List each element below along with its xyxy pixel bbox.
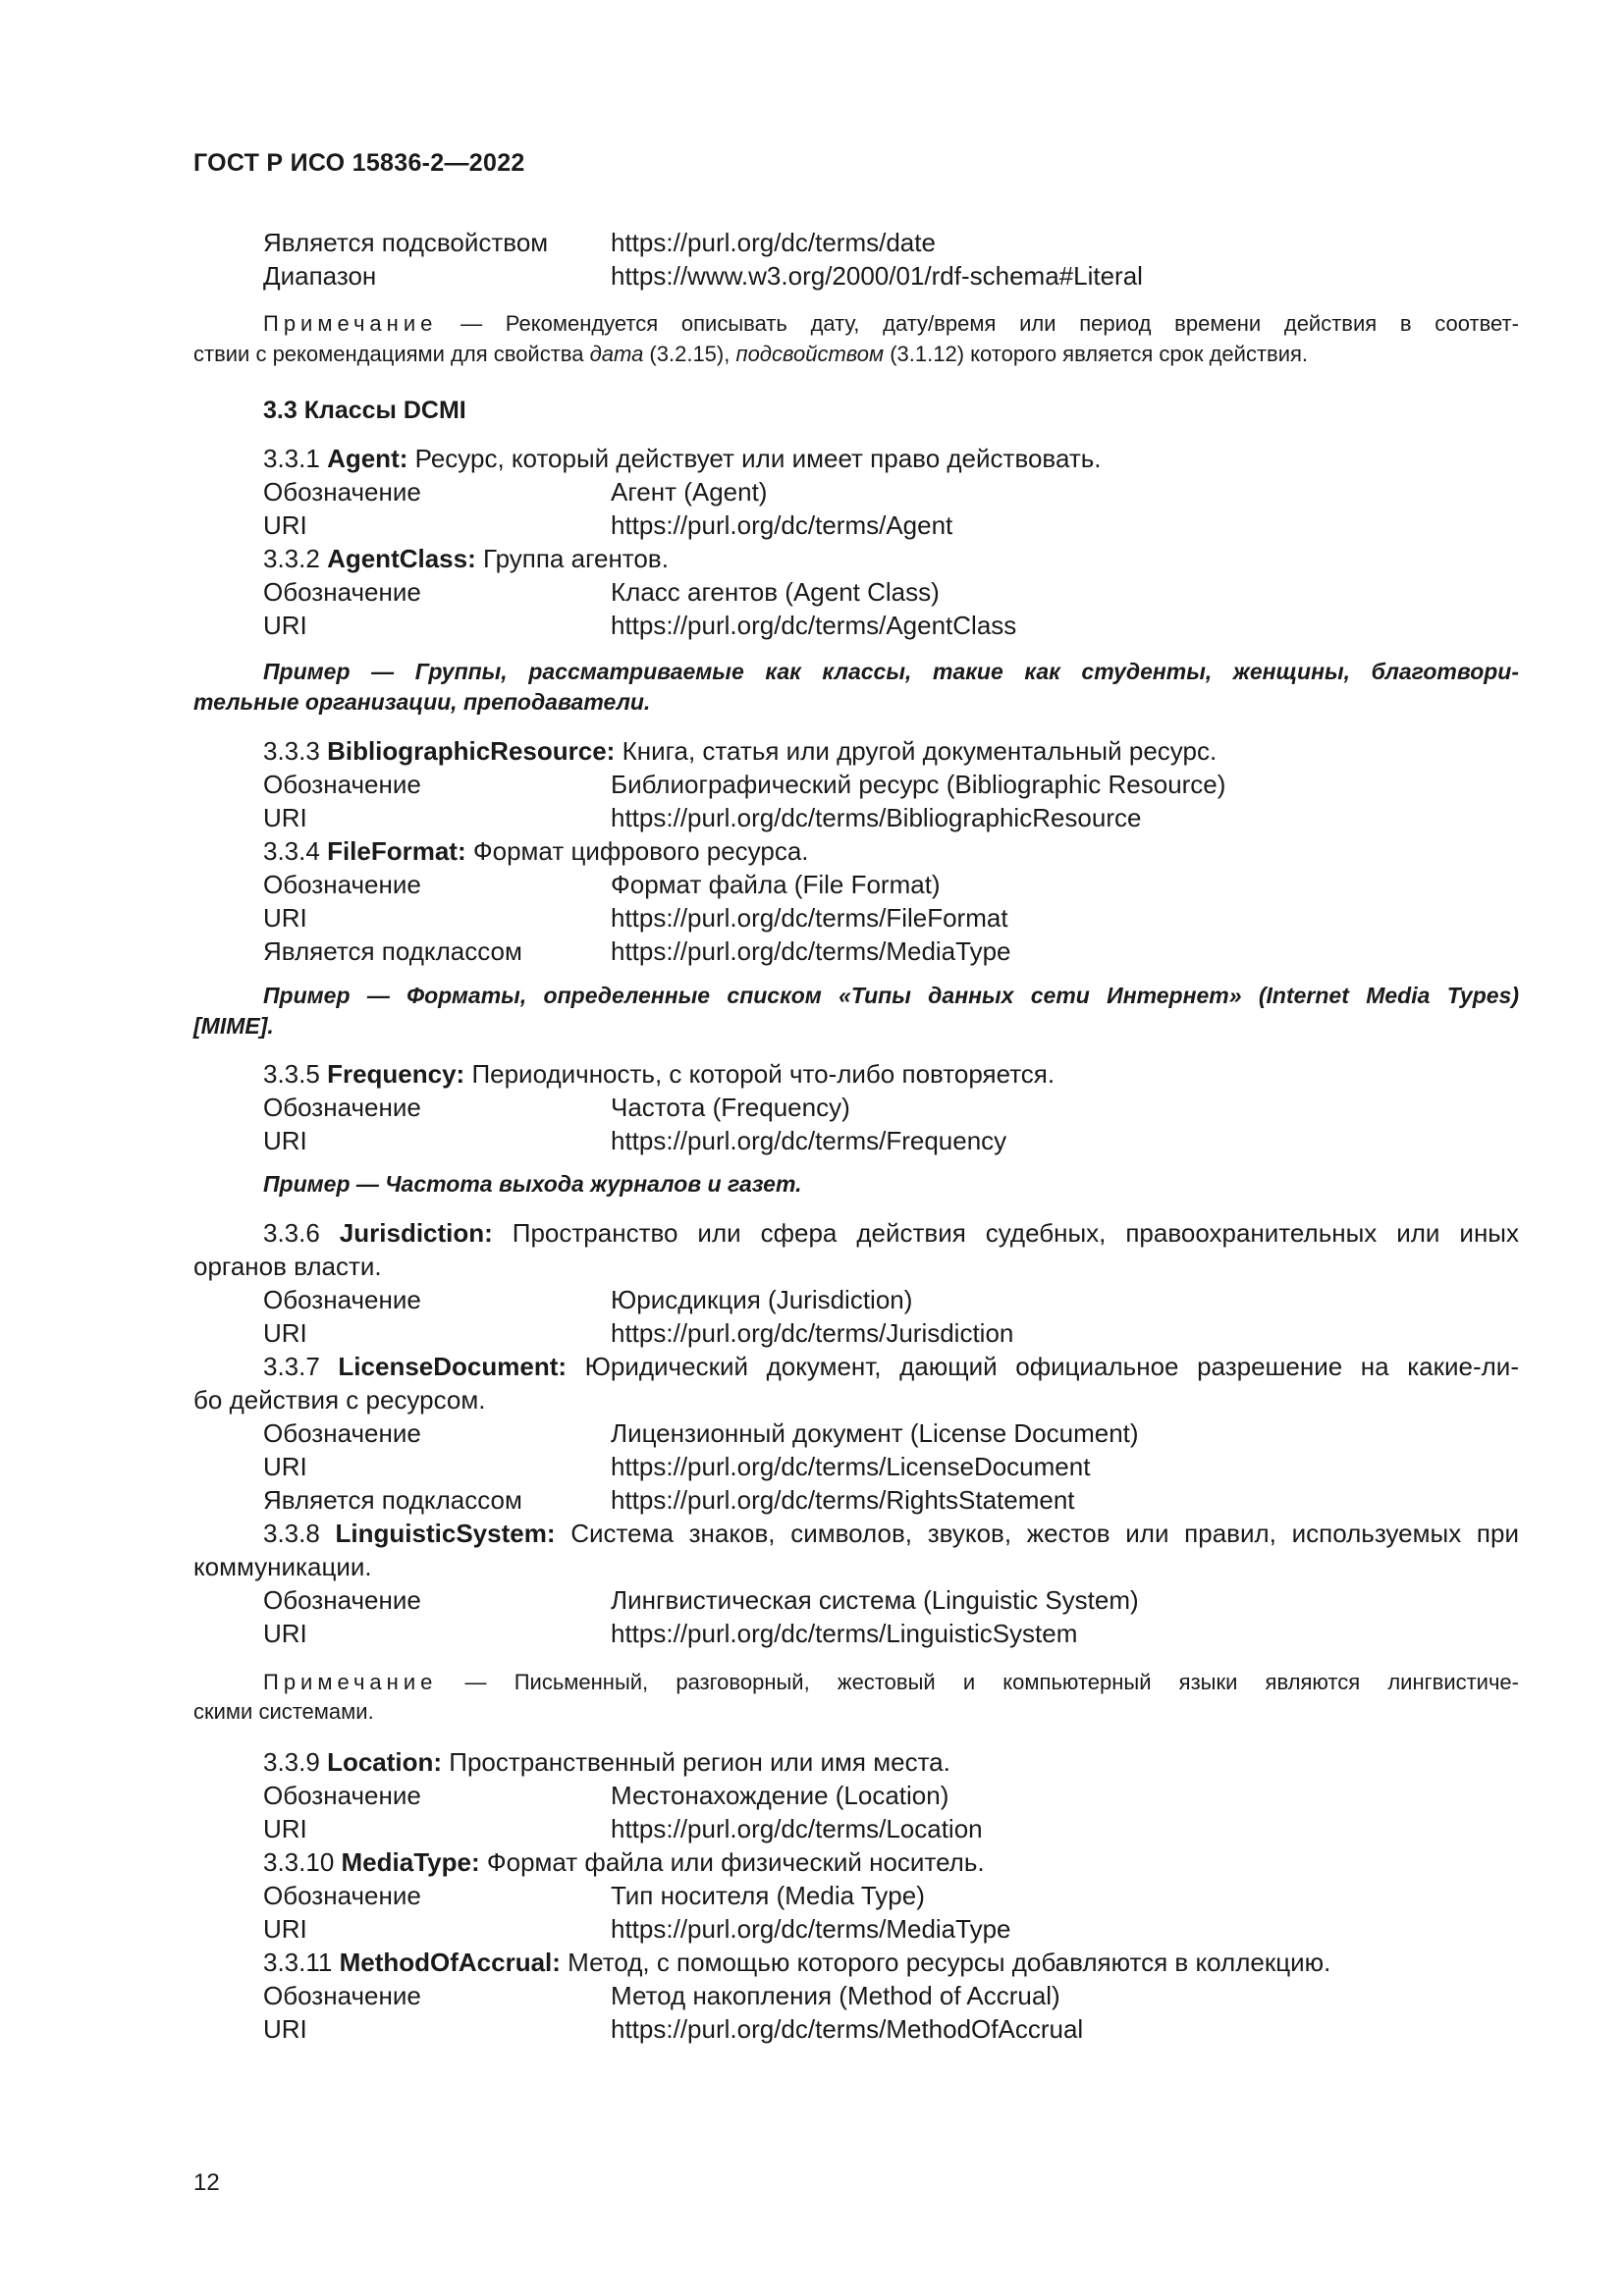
row-label: URI [263, 1619, 307, 1648]
term-text: Формат цифрового ресурса. [465, 836, 809, 866]
term-text: Группа агентов. [475, 544, 669, 573]
term-definition [263, 1059, 1055, 1090]
row-label: Обозначение [263, 477, 421, 507]
term-name: LicenseDocument: [338, 1352, 568, 1381]
term-name: LinguisticSystem: [335, 1519, 556, 1548]
term-text: Система знаков, символов, звуков, жестов или правил, используемых при [555, 1519, 1519, 1548]
row-label: URI [263, 1126, 307, 1155]
row-value: https://purl.org/dc/terms/FileFormat [611, 903, 1008, 933]
row-value: Юрисдикция (Jurisdiction) [611, 1285, 913, 1314]
term-definition [263, 1747, 950, 1778]
row-label: Является подсвойством [263, 228, 549, 257]
term-name: FileFormat: [327, 836, 466, 866]
term-definition [263, 1352, 1519, 1382]
row-label: Обозначение [263, 577, 421, 607]
term-number: 3.3.8 [263, 1519, 336, 1548]
term-name: BibliographicResource: [327, 736, 616, 766]
term-text: Ресурс, который действует или имеет право действовать. [407, 444, 1102, 473]
row-label: Обозначение [263, 1781, 421, 1810]
term-number: 3.3.2 [263, 544, 328, 573]
term-definition [263, 1519, 1519, 1549]
row-label: Обозначение [263, 870, 421, 899]
row-value: https://purl.org/dc/terms/LinguisticSystem [611, 1619, 1078, 1648]
term-number: 3.3.11 [263, 1948, 340, 1977]
row-label: Обозначение [263, 1285, 421, 1314]
term-text-continuation: бо действия с ресурсом. [193, 1385, 486, 1415]
term-text-continuation: органов власти. [193, 1252, 382, 1281]
note-italic: дата [589, 342, 644, 366]
note-line [193, 342, 1308, 367]
note-text: Рекомендуется описывать дату, дату/время или период времени действия в соответ- [505, 311, 1519, 336]
row-value: https://purl.org/dc/terms/RightsStatement [611, 1485, 1075, 1515]
term-number: 3.3.4 [263, 836, 328, 866]
row-value: Тип носителя (Media Type) [611, 1881, 925, 1910]
row-label: URI [263, 1318, 307, 1348]
term-name: Location: [327, 1747, 443, 1777]
term-text: Юридический документ, дающий официальное разрешение на какие-ли- [567, 1352, 1519, 1381]
row-value: https://purl.org/dc/terms/MediaType [611, 936, 1011, 966]
term-text: Формат файла или физический носитель. [479, 1847, 985, 1877]
note-label: Примечание [263, 1670, 438, 1694]
row-label: URI [263, 803, 307, 832]
row-label: Обозначение [263, 1418, 421, 1448]
term-name: MediaType: [341, 1847, 480, 1877]
row-value: https://purl.org/dc/terms/BibliographicResource [611, 803, 1142, 832]
note-text: ствии с рекомендациями для свойства [193, 342, 590, 366]
row-label: Диапазон [263, 261, 377, 291]
example-line: Пример — Группы, рассматриваемые как классы, такие как студенты, женщины, благотвори- [263, 659, 1519, 684]
row-value: Формат файла (File Format) [611, 870, 941, 899]
row-value: Лицензионный документ (License Document) [611, 1418, 1139, 1448]
term-text: Периодичность, с которой что-либо повторяется. [464, 1059, 1056, 1089]
row-value: Частота (Frequency) [611, 1093, 850, 1122]
term-name: Frequency: [327, 1059, 465, 1089]
row-value: https://purl.org/dc/terms/AgentClass [611, 611, 1017, 640]
term-definition [263, 736, 1217, 767]
term-text: Пространство или сфера действия судебных, правоохранительных или иных [492, 1218, 1519, 1248]
row-value: https://purl.org/dc/terms/Location [611, 1814, 983, 1843]
term-definition [263, 1218, 1519, 1249]
note-dash: — [460, 311, 483, 336]
note-text: Письменный, разговорный, жестовый и компьютерный языки являются лингвистиче- [514, 1670, 1519, 1694]
term-number: 3.3.1 [263, 444, 328, 473]
example-line: [MIME]. [193, 1013, 274, 1039]
term-definition [263, 1847, 985, 1878]
term-definition [263, 544, 669, 574]
term-definition [263, 836, 809, 867]
row-label: Обозначение [263, 1093, 421, 1122]
row-value: https://purl.org/dc/terms/MediaType [611, 1914, 1011, 1944]
term-number: 3.3.5 [263, 1059, 328, 1089]
page-number: 12 [193, 2169, 220, 2196]
term-name: Agent: [327, 444, 408, 473]
row-value: Метод накопления (Method of Accrual) [611, 1981, 1060, 2010]
example-line: Пример — Форматы, определенные списком «Типы данных сети Интернет» (Internet Media Types) [263, 983, 1519, 1008]
term-name: AgentClass: [327, 544, 476, 573]
row-label: Обозначение [263, 1981, 421, 2010]
row-label: URI [263, 2014, 307, 2044]
term-text: Пространственный регион или имя места. [442, 1747, 950, 1777]
row-label: Является подклассом [263, 936, 522, 966]
row-value: https://purl.org/dc/terms/MethodOfAccrual [611, 2014, 1084, 2044]
row-value: https://purl.org/dc/terms/date [611, 228, 936, 257]
note-text: (3.2.15), [643, 342, 736, 366]
row-label: URI [263, 510, 307, 540]
row-label: Обозначение [263, 1585, 421, 1615]
note-line [263, 1670, 1519, 1695]
row-value: Класс агентов (Agent Class) [611, 577, 940, 607]
row-label: URI [263, 611, 307, 640]
term-name: MethodOfAccrual: [339, 1948, 561, 1977]
example-line: тельные организации, преподаватели. [193, 689, 651, 715]
row-value: https://purl.org/dc/terms/LicenseDocument [611, 1452, 1091, 1481]
row-value: https://purl.org/dc/terms/Agent [611, 510, 953, 540]
row-value: https://purl.org/dc/terms/Jurisdiction [611, 1318, 1014, 1348]
row-label: Является подклассом [263, 1485, 522, 1515]
term-definition [263, 1948, 1330, 1978]
note-text: (3.1.12) которого является срок действия. [884, 342, 1309, 366]
note-dash: — [464, 1670, 487, 1694]
term-number: 3.3.9 [263, 1747, 328, 1777]
row-label: URI [263, 1452, 307, 1481]
note-line: скими системами. [193, 1699, 374, 1724]
note-label: Примечание [263, 311, 438, 336]
row-label: URI [263, 1914, 307, 1944]
row-label: URI [263, 1814, 307, 1843]
row-value: Библиографический ресурс (Bibliographic Resource) [611, 770, 1226, 799]
example-line: Пример — Частота выхода журналов и газет. [263, 1171, 802, 1197]
note-line [263, 311, 1519, 337]
term-text: Метод, с помощью которого ресурсы добавляются в коллекцию. [560, 1948, 1331, 1977]
term-text: Книга, статья или другой документальный ресурс. [615, 736, 1218, 766]
row-value: Местонахождение (Location) [611, 1781, 949, 1810]
term-number: 3.3.7 [263, 1352, 339, 1381]
note-italic: подсвойством [735, 342, 885, 366]
term-number: 3.3.3 [263, 736, 328, 766]
row-label: Обозначение [263, 770, 421, 799]
term-name: Jurisdiction: [339, 1218, 493, 1248]
document-header: ГОСТ Р ИСО 15836-2—2022 [193, 149, 525, 177]
row-label: Обозначение [263, 1881, 421, 1910]
section-heading: 3.3 Классы DCMI [263, 397, 466, 424]
row-value: https://purl.org/dc/terms/Frequency [611, 1126, 1007, 1155]
term-number: 3.3.10 [263, 1847, 342, 1877]
row-value: Агент (Agent) [611, 477, 768, 507]
term-number: 3.3.6 [263, 1218, 340, 1248]
term-text-continuation: коммуникации. [193, 1552, 372, 1581]
row-value: https://www.w3.org/2000/01/rdf-schema#Literal [611, 261, 1143, 291]
row-value: Лингвистическая система (Linguistic System) [611, 1585, 1139, 1615]
row-label: URI [263, 903, 307, 933]
term-definition [263, 444, 1102, 474]
